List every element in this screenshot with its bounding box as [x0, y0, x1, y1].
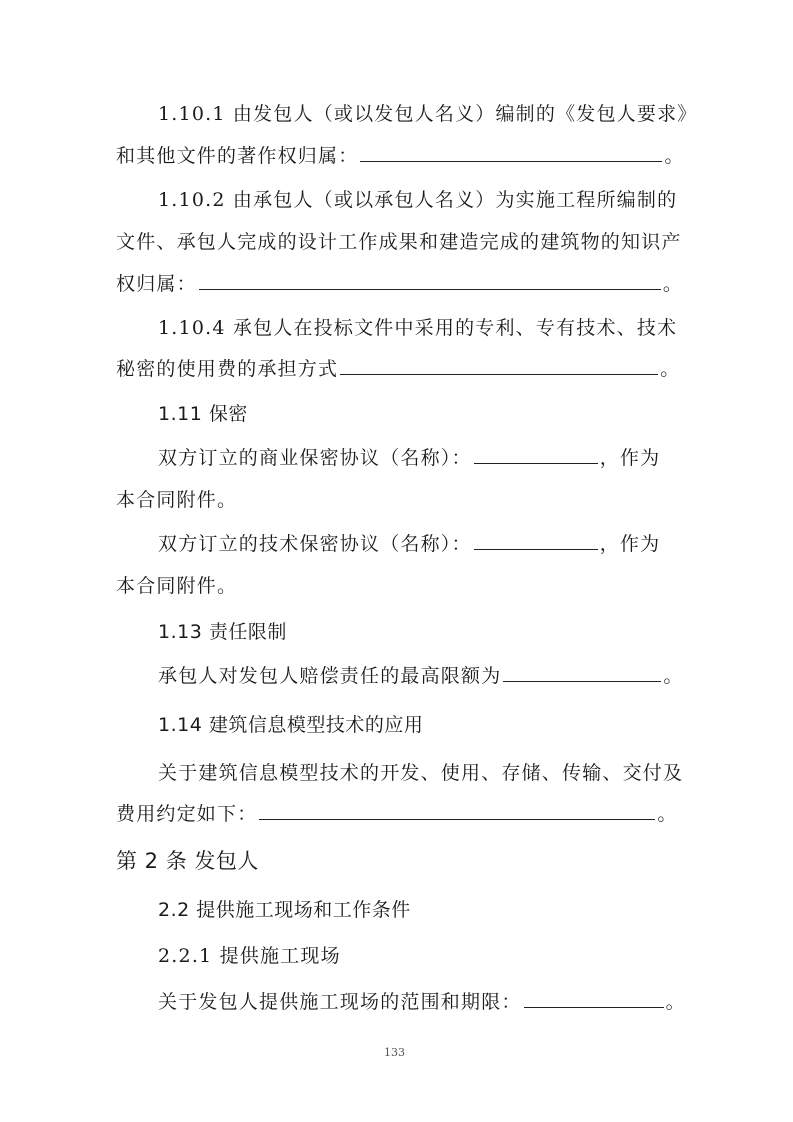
- as-suffix: ，作为: [599, 447, 661, 469]
- period: 。: [664, 145, 685, 167]
- subsection-heading-2-2-1: 2.2.1 提供施工现场: [158, 945, 341, 967]
- fill-in-blank[interactable]: [474, 445, 598, 464]
- confidentiality-technical-line-2: 本合同附件。: [116, 575, 238, 597]
- bim-line-1: 关于建筑信息模型技术的开发、使用、存储、传输、交付及: [158, 762, 684, 784]
- fill-in-blank[interactable]: [259, 801, 655, 820]
- clause-1-10-1-line-1: 1.10.1 由发包人（或以发包人名义）编制的《发包人要求》: [158, 103, 698, 125]
- article-2-heading: 第 2 条 发包人: [116, 849, 259, 873]
- section-heading-1-13: 1.13 责任限制: [158, 621, 287, 643]
- site-scope-line: [158, 988, 686, 1016]
- clause-1-10-4-line-1: 1.10.4 承包人在投标文件中采用的专利、专有技术、技术: [158, 317, 678, 339]
- bim-text: 费用约定如下：: [116, 803, 258, 825]
- clause-1-10-1-line-2: [116, 142, 685, 170]
- period: 。: [663, 665, 684, 687]
- fill-in-blank[interactable]: [340, 356, 658, 375]
- fill-in-blank[interactable]: [503, 663, 661, 682]
- liability-limit-text: 承包人对发包人赔偿责任的最高限额为: [158, 665, 502, 687]
- clause-1-10-1-text: 和其他文件的著作权归属：: [116, 145, 359, 167]
- clause-1-10-4-line-2: [116, 355, 680, 383]
- period: 。: [665, 991, 686, 1013]
- clause-1-10-2-line-2: 文件、承包人完成的设计工作成果和建造完成的建筑物的知识产: [116, 231, 682, 253]
- confidentiality-commercial-line-2: 本合同附件。: [116, 489, 238, 511]
- period: 。: [660, 358, 681, 380]
- fill-in-blank[interactable]: [474, 531, 598, 550]
- clause-1-10-4-text: 秘密的使用费的承担方式: [116, 358, 339, 380]
- section-heading-2-2: 2.2 提供施工现场和工作条件: [158, 899, 411, 921]
- fill-in-blank[interactable]: [199, 271, 661, 290]
- page-number: 133: [384, 1046, 405, 1059]
- section-heading-1-11: 1.11 保密: [158, 403, 248, 425]
- liability-limit-line: [158, 662, 684, 690]
- fill-in-blank[interactable]: [524, 989, 664, 1008]
- clause-1-10-2-line-3: [116, 270, 683, 298]
- clause-1-10-2-line-1: 1.10.2 由承包人（或以承包人名义）为实施工程所编制的: [158, 189, 678, 211]
- section-heading-1-14: 1.14 建筑信息模型技术的应用: [158, 714, 424, 736]
- confidentiality-commercial-line-1: [158, 444, 660, 472]
- fill-in-blank[interactable]: [360, 143, 662, 162]
- bim-line-2: [116, 800, 678, 828]
- site-scope-text: 关于发包人提供施工现场的范围和期限：: [158, 991, 522, 1013]
- commercial-agreement-text: 双方订立的商业保密协议（名称）：: [158, 447, 472, 469]
- clause-1-10-2-text: 权归属：: [116, 273, 197, 295]
- confidentiality-technical-line-1: [158, 530, 660, 558]
- period: 。: [662, 273, 684, 295]
- as-suffix: ，作为: [599, 533, 661, 555]
- technical-agreement-text: 双方订立的技术保密协议（名称）：: [158, 533, 472, 555]
- period: 。: [657, 803, 678, 825]
